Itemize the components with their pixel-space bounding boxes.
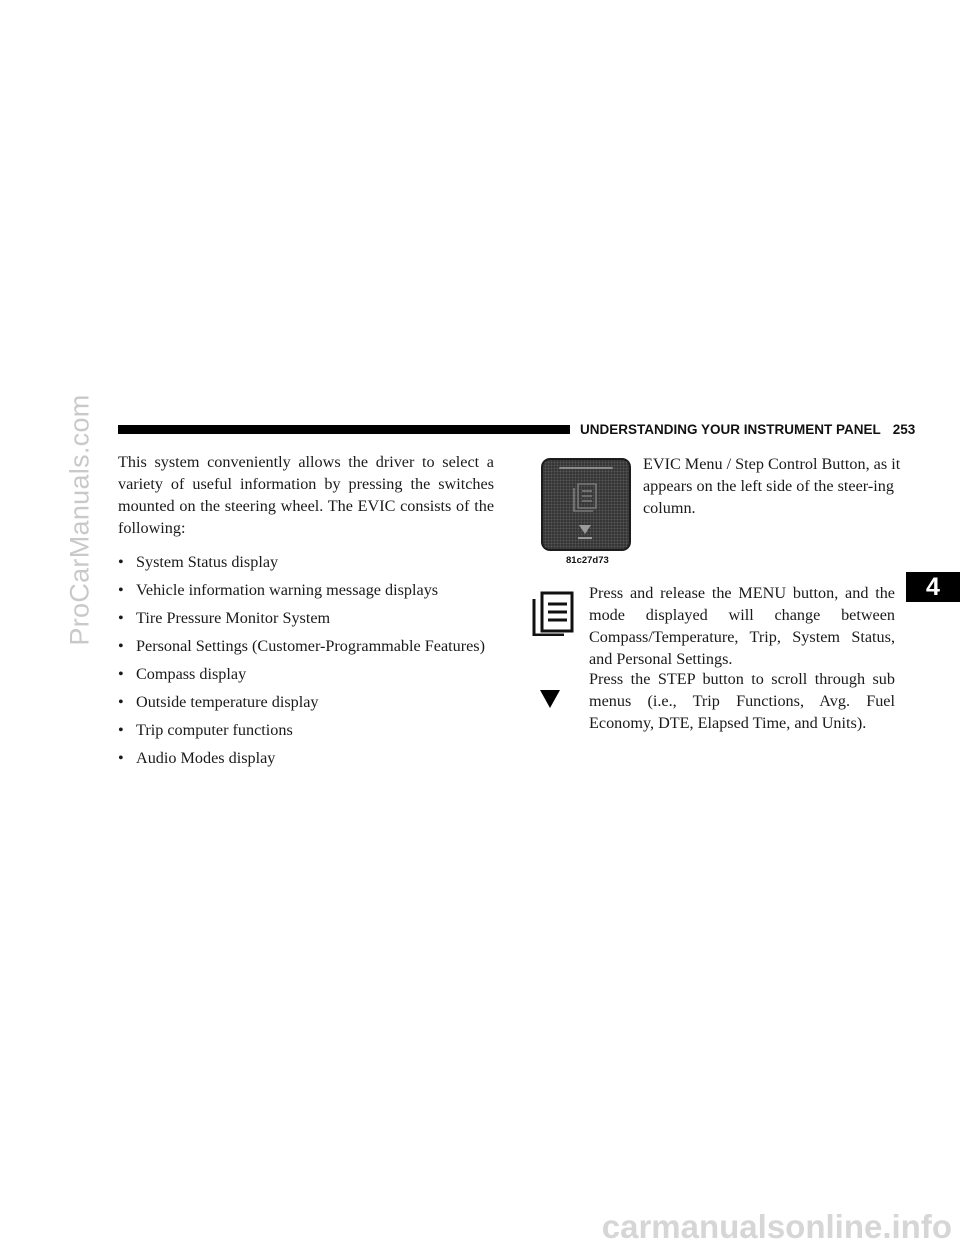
left-column (118, 451, 494, 775)
bottom-watermark (0, 1208, 960, 1246)
header-rule (118, 425, 570, 434)
bullet-icon: • (118, 665, 124, 683)
list-item (118, 663, 494, 685)
down-triangle-icon (577, 523, 593, 541)
list-item-text: System Status display (136, 553, 279, 571)
list-item (118, 719, 494, 741)
figure-description: EVIC Menu / Step Control Button, as it appears on the left side of the steer-ing column. (643, 455, 901, 517)
down-triangle-icon (539, 689, 561, 709)
bullet-icon: • (118, 637, 124, 655)
section-title: UNDERSTANDING YOUR INSTRUMENT PANEL (580, 422, 881, 437)
intro-paragraph: This system conveniently allows the driver to select a variety of useful information by pressing the switches mounted on the steering wheel. The EVIC consists of the following: (118, 453, 494, 537)
list-item-text: Tire Pressure Monitor System (136, 609, 331, 627)
feature-list (118, 551, 494, 769)
bullet-icon: • (118, 693, 124, 711)
list-item-text: Trip computer functions (136, 721, 293, 739)
list-item (118, 579, 494, 601)
list-item-text: Audio Modes display (136, 749, 276, 767)
page-number: 253 (892, 422, 916, 437)
side-watermark-text: ProCarManuals.com (64, 394, 95, 646)
list-item (118, 691, 494, 713)
bullet-icon: • (118, 553, 124, 571)
list-item-text: Vehicle information warning message displays (136, 581, 439, 599)
bullet-icon: • (118, 609, 124, 627)
list-item (118, 635, 494, 657)
figure-code: 81c27d73 (566, 555, 609, 566)
list-item (118, 607, 494, 629)
bullet-icon: • (118, 721, 124, 739)
running-header (580, 422, 915, 437)
bullet-icon: • (118, 581, 124, 599)
list-item-text: Compass display (136, 665, 247, 683)
button-ridge (559, 467, 613, 469)
list-item (118, 747, 494, 769)
menu-button-paragraph: Press and release the MENU button, and the mode displayed will change between Compass/Temperature, Trip, System Status, and Personal Settings. (589, 584, 895, 668)
bottom-watermark-text: carmanualsonline.info (601, 1208, 952, 1245)
menu-step-button-photo (541, 458, 631, 551)
menu-list-icon (569, 480, 601, 512)
bullet-icon: • (118, 749, 124, 767)
list-item (118, 551, 494, 573)
list-item-text: Personal Settings (Customer-Programmable Features) (136, 637, 485, 655)
step-button-paragraph: Press the STEP button to scroll through sub menus (i.e., Trip Functions, Avg. Fuel Economy, DTE, Elapsed Time, and Units). (589, 670, 895, 732)
list-item-text: Outside temperature display (136, 693, 319, 711)
menu-list-icon (530, 590, 576, 636)
chapter-tab: 4 (906, 572, 960, 602)
